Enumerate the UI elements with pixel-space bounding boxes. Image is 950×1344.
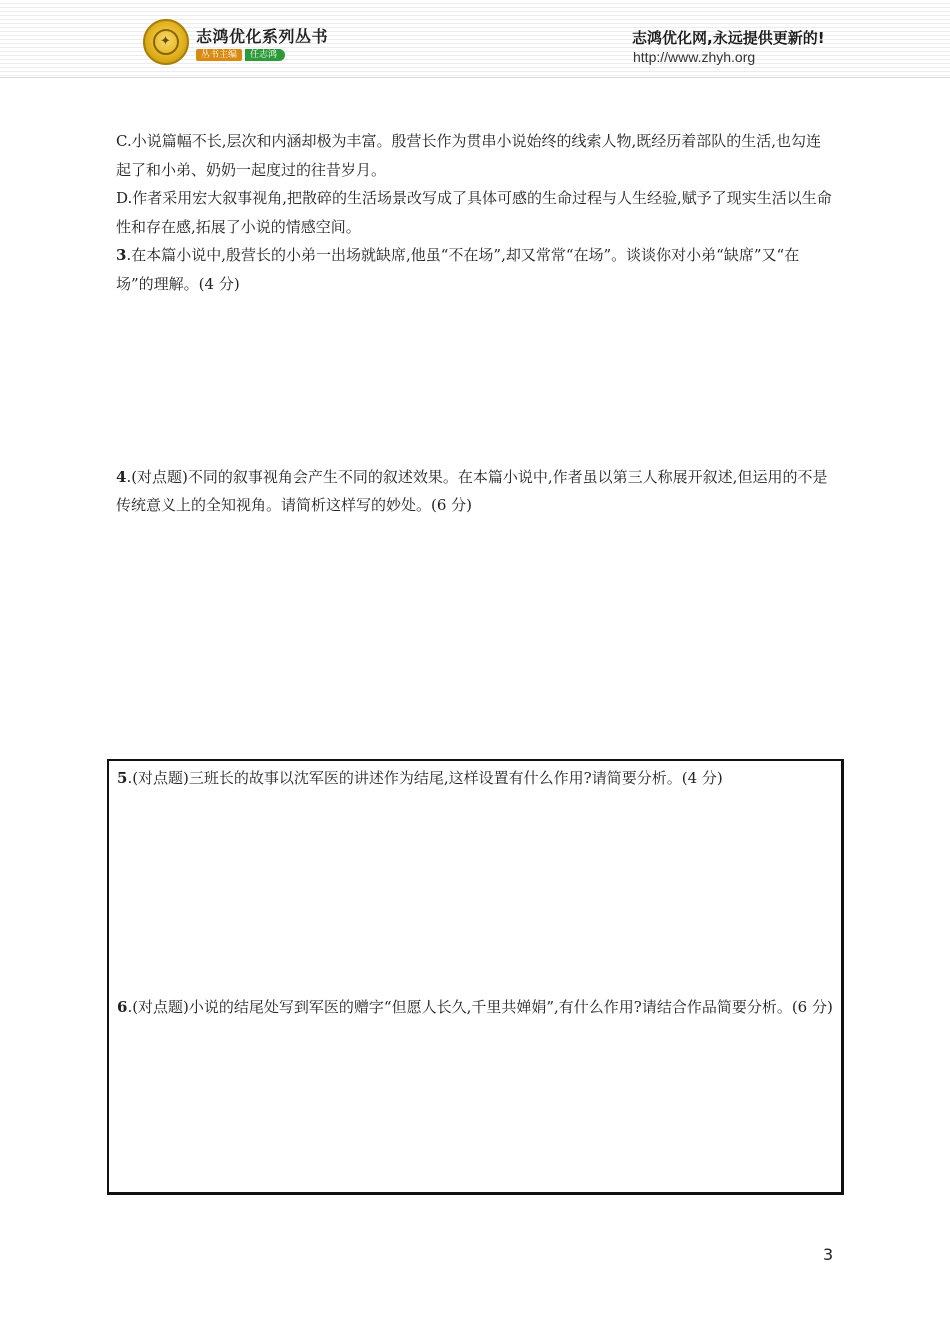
option-c: C.小说篇幅不长,层次和内涵却极为丰富。殷营长作为贯串小说始终的线索人物,既经历着部队的生活,也勾连起了和小弟、奶奶一起度过的往昔岁月。 (116, 132, 822, 179)
question-3 (116, 241, 836, 298)
question-number: 4 (116, 467, 127, 486)
answer-box (107, 759, 844, 1195)
question-4 (116, 463, 836, 520)
question-text: .在本篇小说中,殷营长的小弟一出场就缺席,他虽“不在场”,却又常常“在场”。谈谈你对小弟“缺席”又“在场”的理解。(4 分) (116, 246, 800, 293)
question-number: 6 (117, 998, 128, 1016)
question-text: .(对点题)三班长的故事以沈军医的讲述作为结尾,这样设置有什么作用?请简要分析。(4 分) (127, 769, 723, 787)
question-text: .(对点题)小说的结尾处写到军医的赠字“但愿人长久,千里共婵娟”,有什么作用?请结合作品简要分析。(6 分) (127, 998, 833, 1016)
question-6 (117, 993, 835, 1022)
logo-ring (153, 29, 179, 55)
series-logo-icon (143, 19, 189, 65)
question-5 (117, 764, 835, 793)
series-title: 志鸿优化系列丛书 (196, 27, 329, 46)
question-text: .(对点题)不同的叙事视角会产生不同的叙述效果。在本篇小说中,作者虽以第三人称展开叙述,但运用的不是传统意义上的全知视角。请简析这样写的妙处。(6 分) (116, 467, 828, 515)
question-content (116, 127, 836, 520)
header-divider (0, 77, 950, 78)
site-url-link[interactable]: http://www.zhyh.org (633, 49, 756, 65)
editor-name-badge: 任志鸿 (245, 49, 285, 61)
logo-bird-icon: ✦ (160, 34, 171, 49)
page-number: 3 (823, 1245, 834, 1264)
question-number: 3 (116, 246, 127, 265)
option-d: D.作者采用宏大叙事视角,把散碎的生活场景改写成了具体可感的生命过程与人生经验,赋予了现实生活以生命性和存在感,拓展了小说的情感空间。 (116, 189, 832, 236)
question-number: 5 (117, 769, 128, 787)
editor-label-badge: 丛书主编 (196, 49, 242, 61)
site-slogan: 志鸿优化网,永远提供更新的! (632, 29, 825, 47)
